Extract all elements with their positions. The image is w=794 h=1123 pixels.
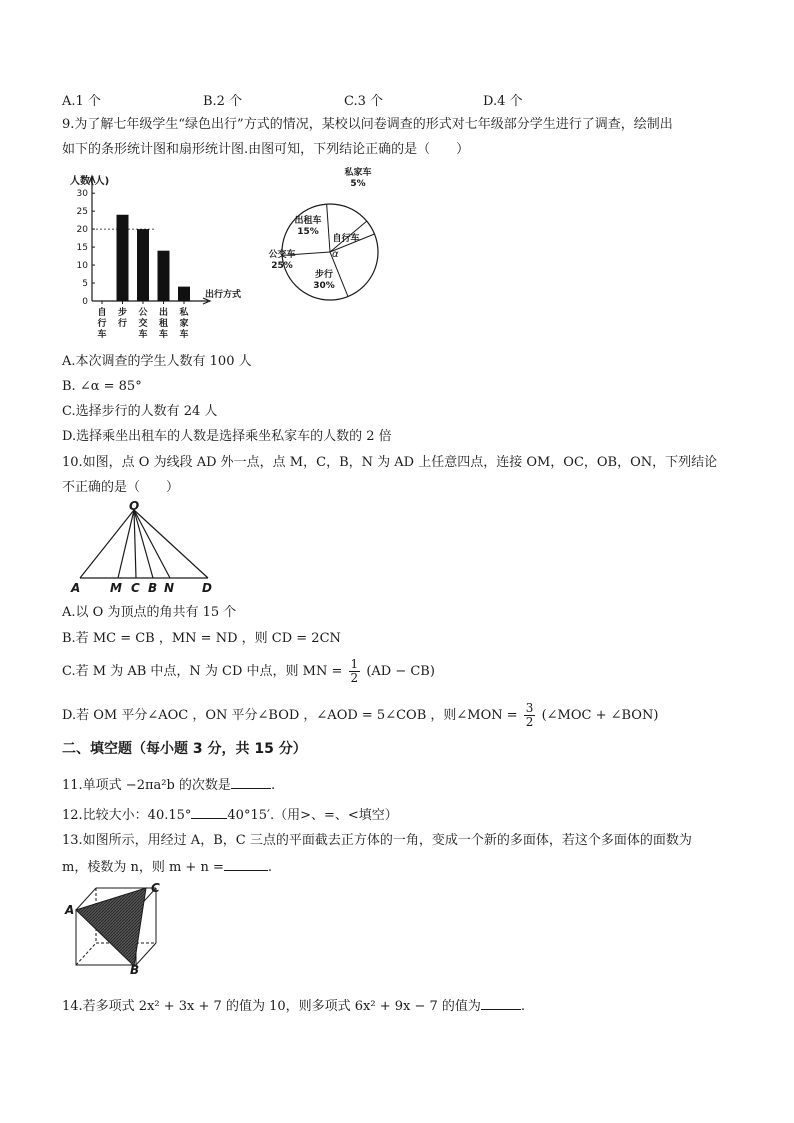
q10-stem-line1: 10.如图，点 O 为线段 AD 外一点，点 M，C，B，N 为 AD 上任意四点，连接 OM，OC，OB，ON，下列结论 [62, 455, 718, 470]
q10-option-d-prefix: D.若 OM 平分∠AOC ，ON 平分∠BOD ，∠AOD = 5∠COB ，则∠MON = [62, 708, 518, 723]
label-d: D [202, 581, 212, 595]
segment-on [134, 510, 170, 578]
bar-chart-category-label: 车 [138, 330, 148, 340]
bar-4 [178, 287, 190, 301]
q12-suffix: 40°15′.（用>、=、<填空） [227, 808, 398, 823]
bar-chart-ytick-label: 20 [76, 225, 88, 236]
bar-chart-category-label: 行 [117, 319, 128, 329]
label-o: O [129, 499, 140, 513]
fraction-half: $\frac{1}{2}$ [350, 657, 359, 685]
q9-option-d: D.选择乘坐出租车的人数是选择乘坐私家车的人数的 2 倍 [62, 429, 392, 444]
label-a: A [65, 903, 75, 917]
q10-stem-line2: 不正确的是（ ） [62, 480, 180, 495]
q12-text: 12.比较大小：40.15° [62, 808, 192, 823]
q11-answer-blank[interactable] [231, 776, 271, 789]
bar-2 [137, 229, 149, 301]
bar-chart-category-label: 家 [179, 319, 189, 329]
q8-options [62, 90, 734, 108]
bar-chart-category-label: 行 [97, 319, 107, 329]
q11-text: 11.单项式 −2πa²b 的次数是 [62, 778, 231, 793]
bar-chart-ylabel: 人数(人) [70, 176, 110, 187]
q10-option-b: B.若 MC = CB ，MN = ND ，则 CD = 2CN [62, 631, 341, 646]
segment-ob [134, 510, 153, 578]
pie-slice-label: 自行车 [332, 234, 360, 244]
bar-chart-ytick-label: 30 [76, 189, 88, 200]
q10-option-c-prefix: C.若 M 为 AB 中点，N 为 CD 中点，则 MN = [62, 664, 343, 679]
q8-option-c: C.3 个 [344, 94, 384, 109]
pie-slice-percent: 30% [313, 281, 335, 291]
label-b: B [148, 581, 158, 595]
q10-option-a: A.以 O 为顶点的角共有 15 个 [62, 605, 237, 620]
cut-plane-abc [76, 888, 146, 966]
segment-oc [134, 510, 136, 578]
bar-3 [158, 251, 170, 301]
bar-chart-ytick-label: 5 [82, 279, 88, 290]
pie-slice-label: 公交车 [268, 250, 296, 260]
bar-chart-ytick-label: 25 [76, 207, 88, 218]
bar-chart [62, 170, 262, 345]
pie-chart [262, 168, 402, 312]
q9-option-b: B. ∠α = 85° [62, 379, 142, 394]
q13-text: m，棱数为 n，则 m + n = [62, 860, 224, 875]
q14-suffix: . [520, 999, 526, 1014]
q10-option-d [62, 702, 658, 729]
pie-slice-label: 出租车 [294, 216, 322, 226]
bar-chart-category-label: 步 [117, 308, 128, 318]
q8-option-a: A.1 个 [62, 94, 101, 109]
bar-chart-category-label: 私 [179, 308, 189, 318]
q8-option-b: B.2 个 [203, 94, 243, 109]
fraction-three-halves: $\frac{3}{2}$ [525, 701, 534, 729]
q14-text: 14.若多项式 2x² + 3x + 7 的值为 10，则多项式 6x² + 9x − 7 的值为 [62, 999, 481, 1014]
bar-chart-category-label: 公 [138, 308, 148, 318]
bar-chart-category-label: 租 [158, 319, 169, 329]
segment-od [134, 510, 208, 578]
bar-chart-category-label: 车 [179, 330, 189, 340]
pie-slice-percent: 5% [350, 179, 366, 189]
q10-option-c [62, 658, 435, 685]
cube-hidden-diagonal [76, 943, 96, 965]
label-m: M [110, 581, 122, 595]
label-c: C [151, 881, 160, 895]
q9-option-c: C.选择步行的人数有 24 人 [62, 404, 218, 419]
q13-answer-blank[interactable] [224, 858, 268, 871]
bar-1 [117, 215, 129, 301]
q13-line1: 13.如图所示，用经过 A，B，C 三点的平面截去正方体的一角，变成一个新的多面体，若这个多面体的面数为 [62, 833, 692, 848]
q13-suffix: . [267, 860, 272, 875]
bar-chart-category-label: 自 [97, 308, 107, 318]
bar-chart-category-label: 出 [158, 308, 169, 318]
pie-slice-percent: 25% [271, 261, 293, 271]
bar-chart-ytick-label: 15 [76, 243, 88, 254]
bar-chart-category-label: 车 [97, 330, 107, 340]
section-heading: 二、填空题（每小题 3 分，共 15 分） [62, 741, 307, 757]
bar-chart-category-label: 车 [158, 330, 169, 340]
bar-chart-category-label: 交 [138, 319, 148, 329]
q12 [62, 806, 398, 825]
label-b: B [130, 963, 140, 977]
q11 [62, 776, 275, 795]
q13-cube-figure [62, 880, 172, 975]
cube-right-bottom-edge [136, 943, 156, 965]
q10-figure [62, 500, 232, 600]
q14-answer-blank[interactable] [481, 997, 521, 1010]
pie-slice-percent: 15% [297, 227, 319, 237]
bar-chart-xlabel: 出行方式 [205, 290, 242, 300]
q10-option-d-suffix: (∠MOC + ∠BON) [541, 708, 659, 723]
bar-chart-ytick-label: 0 [82, 297, 88, 307]
pie-slice-label: 私家车 [344, 168, 372, 178]
label-a: A [71, 581, 81, 595]
label-c: C [131, 581, 140, 595]
q11-suffix: . [270, 778, 276, 793]
q14 [62, 997, 525, 1016]
pie-slice-edge [327, 204, 330, 252]
q9-stem-line2: 如下的条形统计图和扇形统计图.由图可知，下列结论正确的是（ ） [62, 142, 470, 157]
bar-chart-ytick-label: 10 [76, 261, 88, 272]
q10-option-c-suffix: (AD − CB) [366, 664, 435, 679]
label-n: N [164, 581, 175, 595]
pie-slice-label: 步行 [314, 270, 334, 280]
q13-line2 [62, 858, 272, 877]
q8-option-d: D.4 个 [483, 94, 523, 109]
q12-answer-blank[interactable] [191, 806, 227, 819]
pie-angle-label: α [332, 249, 339, 260]
q9-option-a: A.本次调查的学生人数有 100 人 [62, 354, 252, 369]
q9-stem-line1: 9.为了解七年级学生“绿色出行”方式的情况，某校以问卷调查的形式对七年级部分学生进行了调查，绘制出 [62, 117, 673, 132]
